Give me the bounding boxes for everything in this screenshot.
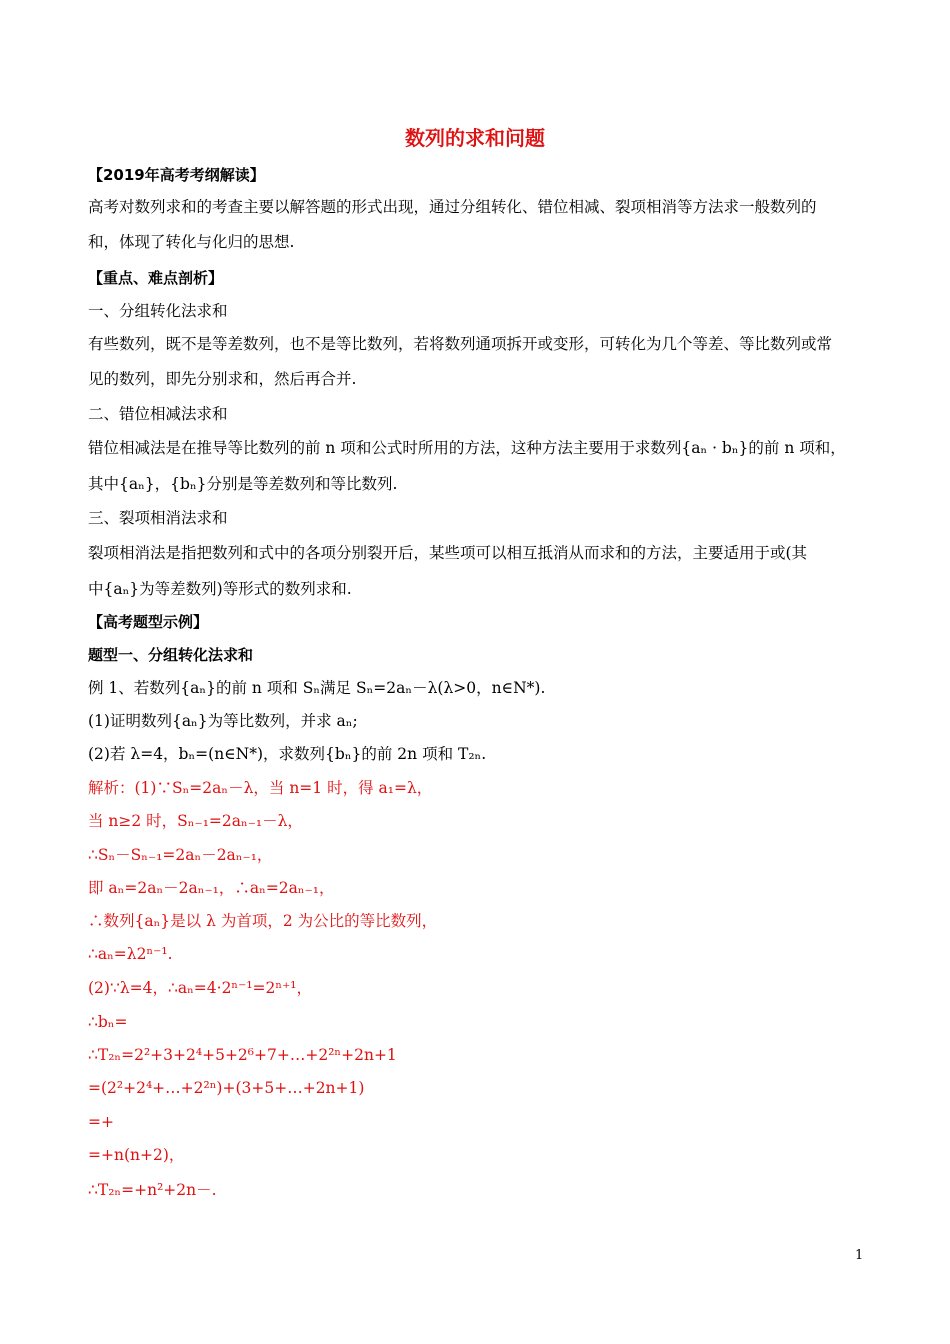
solution-line: ∴T₂ₙ=+n²+2n－. <box>88 1181 217 1199</box>
example-1-part2: (2)若 λ=4，bₙ=(n∈N*)，求数列{bₙ}的前 2n 项和 T₂ₙ. <box>88 745 487 763</box>
solution-line: =(2²+2⁴+…+2²ⁿ)+(3+5+…+2n+1) <box>88 1079 365 1097</box>
section2-paragraph-line2: 其中{aₙ}，{bₙ}分别是等差数列和等比数列. <box>88 475 398 493</box>
solution-line: 解析：(1)∵Sₙ=2aₙ－λ，当 n=1 时，得 a₁=λ， <box>88 779 433 797</box>
section3-title: 三、裂项相消法求和 <box>88 509 228 527</box>
section2-title: 二、错位相减法求和 <box>88 405 228 423</box>
section2-paragraph-line1: 错位相减法是在推导等比数列的前 n 项和公式时所用的方法，这种方法主要用于求数列{aₙ · bₙ}的前 n 项和， <box>88 439 846 457</box>
heading-key-points: 【重点、难点剖析】 <box>88 269 224 287</box>
section1-title: 一、分组转化法求和 <box>88 302 228 320</box>
solution-line: ∴数列{aₙ}是以 λ 为首项，2 为公比的等比数列， <box>88 912 438 930</box>
page-number: 1 <box>855 1248 864 1263</box>
section1-paragraph-line2: 见的数列，即先分别求和，然后再合并. <box>88 370 357 388</box>
section3-paragraph-line2: 中{aₙ}为等差数列)等形式的数列求和. <box>88 580 352 598</box>
outline-paragraph-line2: 和，体现了转化与化归的思想. <box>88 233 295 251</box>
solution-line: ∴bₙ= <box>88 1013 128 1031</box>
solution-line: ∴T₂ₙ=2²+3+2⁴+5+2⁶+7+…+2²ⁿ+2n+1 <box>88 1046 397 1064</box>
solution-line: =+n(n+2)， <box>88 1146 185 1164</box>
heading-examples: 【高考题型示例】 <box>88 613 209 631</box>
page-title: 数列的求和问题 <box>405 126 545 150</box>
question-type-1: 题型一、分组转化法求和 <box>88 646 254 664</box>
solution-line: =+ <box>88 1113 114 1131</box>
solution-line: (2)∵λ=4，∴aₙ=4·2ⁿ⁻¹=2ⁿ⁺¹， <box>88 979 312 997</box>
solution-line: 当 n≥2 时，Sₙ₋₁=2aₙ₋₁－λ， <box>88 812 303 830</box>
example-1: 例 1、若数列{aₙ}的前 n 项和 Sₙ满足 Sₙ=2aₙ－λ(λ>0，n∈N*). <box>88 679 546 697</box>
section1-paragraph-line1: 有些数列，既不是等差数列，也不是等比数列，若将数列通项拆开或变形，可转化为几个等差、等比数列或常 <box>88 335 833 353</box>
solution-line: ∴Sₙ－Sₙ₋₁=2aₙ－2aₙ₋₁， <box>88 846 273 864</box>
solution-line: ∴aₙ=λ2ⁿ⁻¹. <box>88 945 173 963</box>
heading-outline: 【2019年高考考纲解读】 <box>88 166 265 184</box>
outline-paragraph-line1: 高考对数列求和的考查主要以解答题的形式出现，通过分组转化、错位相减、裂项相消等方法求一般数列的 <box>88 198 817 216</box>
example-1-part1: (1)证明数列{aₙ}为等比数列，并求 aₙ; <box>88 712 358 730</box>
section3-paragraph-line1: 裂项相消法是指把数列和式中的各项分别裂开后，某些项可以相互抵消从而求和的方法，主要适用于或(其 <box>88 544 808 562</box>
solution-line: 即 aₙ=2aₙ－2aₙ₋₁，∴aₙ=2aₙ₋₁， <box>88 879 335 897</box>
